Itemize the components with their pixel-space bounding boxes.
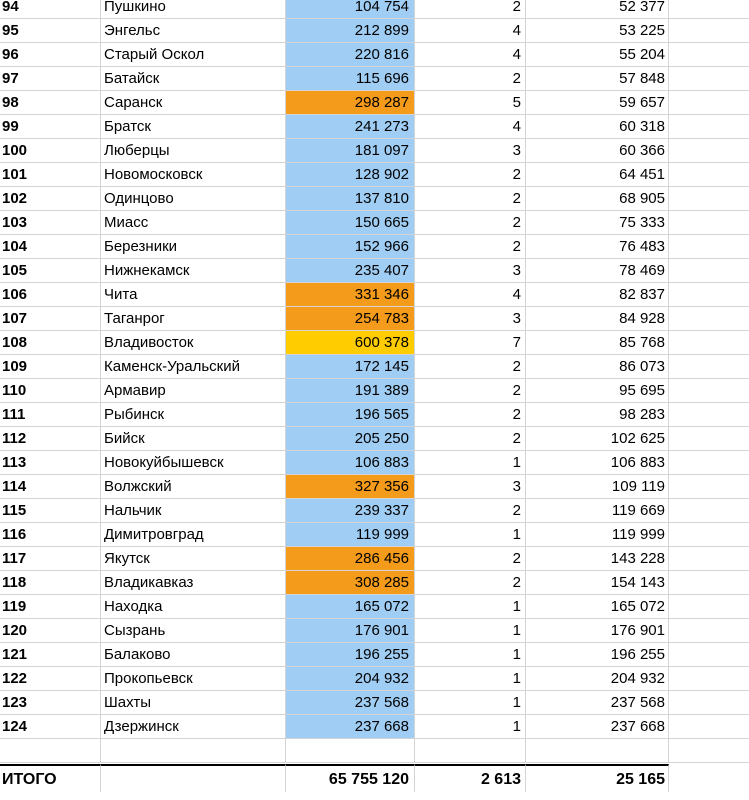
population-cell[interactable]: 191 389 (286, 379, 415, 403)
count-cell[interactable]: 2 (415, 211, 526, 235)
population-cell[interactable]: 176 901 (286, 619, 415, 643)
count-cell[interactable]: 4 (415, 19, 526, 43)
population-cell[interactable]: 119 999 (286, 523, 415, 547)
population-cell[interactable]: 239 337 (286, 499, 415, 523)
city-name-cell[interactable]: Таганрог (101, 307, 286, 331)
row-number-cell[interactable]: 114 (0, 475, 101, 499)
per-unit-cell[interactable]: 109 119 (526, 475, 669, 499)
empty-cell[interactable] (669, 427, 749, 451)
table-row (0, 163, 749, 187)
empty-cell[interactable] (0, 739, 101, 763)
empty-cell[interactable] (286, 739, 415, 763)
empty-cell[interactable] (669, 139, 749, 163)
city-name-cell[interactable]: Батайск (101, 67, 286, 91)
table-row (0, 67, 749, 91)
row-number-cell[interactable]: 122 (0, 667, 101, 691)
total-label-cell[interactable]: ИТОГО (0, 764, 101, 792)
table-row (0, 43, 749, 67)
population-cell[interactable]: 106 883 (286, 451, 415, 475)
empty-cell[interactable] (669, 499, 749, 523)
city-name-cell[interactable]: Шахты (101, 691, 286, 715)
per-unit-cell[interactable]: 237 668 (526, 715, 669, 739)
empty-cell[interactable] (669, 523, 749, 547)
population-cell[interactable]: 235 407 (286, 259, 415, 283)
table-row (0, 643, 749, 667)
row-number-cell[interactable]: 99 (0, 115, 101, 139)
empty-cell[interactable] (101, 764, 286, 792)
table-row (0, 715, 749, 739)
row-number-cell[interactable]: 105 (0, 259, 101, 283)
population-cell[interactable]: 600 378 (286, 331, 415, 355)
empty-cell[interactable] (669, 187, 749, 211)
table-row (0, 595, 749, 619)
count-cell[interactable]: 1 (415, 667, 526, 691)
city-name-cell[interactable]: Находка (101, 595, 286, 619)
count-cell[interactable]: 2 (415, 355, 526, 379)
city-name-cell[interactable]: Пушкино (101, 0, 286, 19)
city-name-cell[interactable]: Старый Оскол (101, 43, 286, 67)
row-number-cell[interactable]: 124 (0, 715, 101, 739)
count-cell[interactable]: 2 (415, 499, 526, 523)
city-name-cell[interactable]: Бийск (101, 427, 286, 451)
empty-cell[interactable] (669, 307, 749, 331)
row-number-cell[interactable]: 116 (0, 523, 101, 547)
empty-cell[interactable] (669, 451, 749, 475)
table-row (0, 451, 749, 475)
city-name-cell[interactable]: Димитровград (101, 523, 286, 547)
per-unit-cell[interactable]: 76 483 (526, 235, 669, 259)
empty-cell[interactable] (669, 259, 749, 283)
city-name-cell[interactable]: Владикавказ (101, 571, 286, 595)
per-unit-cell[interactable]: 78 469 (526, 259, 669, 283)
row-number-cell[interactable]: 115 (0, 499, 101, 523)
per-unit-cell[interactable]: 53 225 (526, 19, 669, 43)
city-name-cell[interactable]: Миасс (101, 211, 286, 235)
count-cell[interactable]: 1 (415, 595, 526, 619)
per-unit-cell[interactable]: 64 451 (526, 163, 669, 187)
total-per-unit-cell[interactable]: 25 165 (526, 764, 669, 792)
count-cell[interactable]: 3 (415, 139, 526, 163)
table-row (0, 427, 749, 451)
row-number-cell[interactable]: 97 (0, 67, 101, 91)
empty-cell[interactable] (669, 643, 749, 667)
city-name-cell[interactable]: Братск (101, 115, 286, 139)
count-cell[interactable]: 2 (415, 379, 526, 403)
population-cell[interactable]: 165 072 (286, 595, 415, 619)
total-row (0, 764, 749, 792)
total-population-cell[interactable]: 65 755 120 (286, 764, 415, 792)
per-unit-cell[interactable]: 60 366 (526, 139, 669, 163)
empty-cell[interactable] (669, 355, 749, 379)
population-cell[interactable]: 205 250 (286, 427, 415, 451)
count-cell[interactable]: 2 (415, 163, 526, 187)
empty-cell[interactable] (526, 739, 669, 763)
population-cell[interactable]: 237 668 (286, 715, 415, 739)
city-name-cell[interactable]: Каменск-Уральский (101, 355, 286, 379)
table-row (0, 475, 749, 499)
table-row (0, 211, 749, 235)
per-unit-cell[interactable]: 119 669 (526, 499, 669, 523)
per-unit-cell[interactable]: 143 228 (526, 547, 669, 571)
count-cell[interactable]: 1 (415, 523, 526, 547)
empty-cell[interactable] (415, 739, 526, 763)
population-cell[interactable]: 212 899 (286, 19, 415, 43)
row-number-cell[interactable]: 94 (0, 0, 101, 19)
population-cell[interactable]: 286 456 (286, 547, 415, 571)
row-number-cell[interactable]: 100 (0, 139, 101, 163)
count-cell[interactable]: 3 (415, 307, 526, 331)
per-unit-cell[interactable]: 119 999 (526, 523, 669, 547)
population-cell[interactable]: 196 565 (286, 403, 415, 427)
row-number-cell[interactable]: 109 (0, 355, 101, 379)
city-name-cell[interactable]: Одинцово (101, 187, 286, 211)
row-number-cell[interactable]: 119 (0, 595, 101, 619)
count-cell[interactable]: 2 (415, 403, 526, 427)
population-cell[interactable]: 308 285 (286, 571, 415, 595)
per-unit-cell[interactable]: 59 657 (526, 91, 669, 115)
row-number-cell[interactable]: 111 (0, 403, 101, 427)
table-row (0, 619, 749, 643)
per-unit-cell[interactable]: 95 695 (526, 379, 669, 403)
row-number-cell[interactable]: 95 (0, 19, 101, 43)
table-row (0, 307, 749, 331)
empty-cell[interactable] (669, 691, 749, 715)
table-row (0, 547, 749, 571)
row-number-cell[interactable]: 108 (0, 331, 101, 355)
row-number-cell[interactable]: 110 (0, 379, 101, 403)
population-cell[interactable]: 181 097 (286, 139, 415, 163)
row-number-cell[interactable]: 113 (0, 451, 101, 475)
total-count-cell[interactable]: 2 613 (415, 764, 526, 792)
empty-cell[interactable] (669, 547, 749, 571)
city-name-cell[interactable]: Березники (101, 235, 286, 259)
per-unit-cell[interactable]: 57 848 (526, 67, 669, 91)
table-row (0, 139, 749, 163)
per-unit-cell[interactable]: 196 255 (526, 643, 669, 667)
empty-cell[interactable] (669, 43, 749, 67)
city-name-cell[interactable]: Энгельс (101, 19, 286, 43)
count-cell[interactable]: 2 (415, 187, 526, 211)
table-row (0, 19, 749, 43)
city-name-cell[interactable]: Волжский (101, 475, 286, 499)
row-number-cell[interactable]: 117 (0, 547, 101, 571)
table-row (0, 235, 749, 259)
row-number-cell[interactable]: 106 (0, 283, 101, 307)
per-unit-cell[interactable]: 204 932 (526, 667, 669, 691)
blank-row (0, 739, 749, 763)
empty-cell[interactable] (669, 595, 749, 619)
per-unit-cell[interactable]: 165 072 (526, 595, 669, 619)
population-cell[interactable]: 152 966 (286, 235, 415, 259)
table-row (0, 283, 749, 307)
city-name-cell[interactable]: Армавир (101, 379, 286, 403)
empty-cell[interactable] (669, 764, 749, 792)
city-name-cell[interactable]: Нальчик (101, 499, 286, 523)
per-unit-cell[interactable]: 154 143 (526, 571, 669, 595)
empty-cell[interactable] (669, 0, 749, 19)
count-cell[interactable]: 2 (415, 547, 526, 571)
population-cell[interactable]: 237 568 (286, 691, 415, 715)
population-cell[interactable]: 150 665 (286, 211, 415, 235)
population-cell[interactable]: 128 902 (286, 163, 415, 187)
row-number-cell[interactable]: 103 (0, 211, 101, 235)
population-cell[interactable]: 104 754 (286, 0, 415, 19)
count-cell[interactable]: 2 (415, 571, 526, 595)
empty-cell[interactable] (669, 331, 749, 355)
city-name-cell[interactable]: Нижнекамск (101, 259, 286, 283)
count-cell[interactable]: 4 (415, 43, 526, 67)
empty-cell[interactable] (669, 379, 749, 403)
per-unit-cell[interactable]: 237 568 (526, 691, 669, 715)
per-unit-cell[interactable]: 106 883 (526, 451, 669, 475)
table-row (0, 355, 749, 379)
population-cell[interactable]: 172 145 (286, 355, 415, 379)
count-cell[interactable]: 2 (415, 235, 526, 259)
city-name-cell[interactable]: Новомосковск (101, 163, 286, 187)
city-name-cell[interactable]: Чита (101, 283, 286, 307)
empty-cell[interactable] (669, 211, 749, 235)
table-row (0, 187, 749, 211)
count-cell[interactable]: 1 (415, 643, 526, 667)
city-name-cell[interactable]: Новокуйбышевск (101, 451, 286, 475)
population-cell[interactable]: 327 356 (286, 475, 415, 499)
per-unit-cell[interactable]: 176 901 (526, 619, 669, 643)
row-number-cell[interactable]: 118 (0, 571, 101, 595)
per-unit-cell[interactable]: 98 283 (526, 403, 669, 427)
row-number-cell[interactable]: 123 (0, 691, 101, 715)
table-row (0, 379, 749, 403)
city-name-cell[interactable]: Дзержинск (101, 715, 286, 739)
table-row (0, 115, 749, 139)
population-cell[interactable]: 137 810 (286, 187, 415, 211)
empty-cell[interactable] (669, 667, 749, 691)
per-unit-cell[interactable]: 84 928 (526, 307, 669, 331)
population-cell[interactable]: 115 696 (286, 67, 415, 91)
table-row (0, 331, 749, 355)
per-unit-cell[interactable]: 75 333 (526, 211, 669, 235)
table-row (0, 499, 749, 523)
table-row (0, 91, 749, 115)
city-name-cell[interactable]: Прокопьевск (101, 667, 286, 691)
row-number-cell[interactable]: 121 (0, 643, 101, 667)
empty-cell[interactable] (101, 739, 286, 763)
per-unit-cell[interactable]: 82 837 (526, 283, 669, 307)
empty-cell[interactable] (669, 235, 749, 259)
table-row (0, 523, 749, 547)
population-cell[interactable]: 298 287 (286, 91, 415, 115)
row-number-cell[interactable]: 120 (0, 619, 101, 643)
per-unit-cell[interactable]: 60 318 (526, 115, 669, 139)
count-cell[interactable]: 2 (415, 427, 526, 451)
row-number-cell[interactable]: 101 (0, 163, 101, 187)
population-cell[interactable]: 196 255 (286, 643, 415, 667)
empty-cell[interactable] (669, 715, 749, 739)
row-number-cell[interactable]: 104 (0, 235, 101, 259)
per-unit-cell[interactable]: 86 073 (526, 355, 669, 379)
empty-cell[interactable] (669, 571, 749, 595)
city-name-cell[interactable]: Владивосток (101, 331, 286, 355)
population-cell[interactable]: 220 816 (286, 43, 415, 67)
count-cell[interactable]: 3 (415, 259, 526, 283)
empty-cell[interactable] (669, 19, 749, 43)
empty-cell[interactable] (669, 475, 749, 499)
empty-cell[interactable] (669, 67, 749, 91)
count-cell[interactable]: 7 (415, 331, 526, 355)
table-row (0, 667, 749, 691)
empty-cell[interactable] (669, 403, 749, 427)
row-number-cell[interactable]: 96 (0, 43, 101, 67)
row-number-cell[interactable]: 98 (0, 91, 101, 115)
city-name-cell[interactable]: Якутск (101, 547, 286, 571)
row-number-cell[interactable]: 107 (0, 307, 101, 331)
empty-cell[interactable] (669, 91, 749, 115)
empty-cell[interactable] (669, 115, 749, 139)
city-name-cell[interactable]: Саранск (101, 91, 286, 115)
empty-cell[interactable] (669, 619, 749, 643)
count-cell[interactable]: 2 (415, 0, 526, 19)
empty-cell[interactable] (669, 283, 749, 307)
empty-cell[interactable] (669, 739, 749, 763)
city-name-cell[interactable]: Люберцы (101, 139, 286, 163)
table-row (0, 571, 749, 595)
count-cell[interactable]: 2 (415, 67, 526, 91)
row-number-cell[interactable]: 112 (0, 427, 101, 451)
population-cell[interactable]: 254 783 (286, 307, 415, 331)
city-name-cell[interactable]: Рыбинск (101, 403, 286, 427)
table-row (0, 0, 749, 19)
row-number-cell[interactable]: 102 (0, 187, 101, 211)
count-cell[interactable]: 1 (415, 451, 526, 475)
count-cell[interactable]: 5 (415, 91, 526, 115)
count-cell[interactable]: 4 (415, 283, 526, 307)
count-cell[interactable]: 4 (415, 115, 526, 139)
city-name-cell[interactable]: Балаково (101, 643, 286, 667)
table-row (0, 259, 749, 283)
per-unit-cell[interactable]: 102 625 (526, 427, 669, 451)
empty-cell[interactable] (669, 163, 749, 187)
per-unit-cell[interactable]: 85 768 (526, 331, 669, 355)
population-cell[interactable]: 204 932 (286, 667, 415, 691)
table-row (0, 691, 749, 715)
count-cell[interactable]: 3 (415, 475, 526, 499)
count-cell[interactable]: 1 (415, 715, 526, 739)
count-cell[interactable]: 1 (415, 691, 526, 715)
count-cell[interactable]: 1 (415, 619, 526, 643)
population-cell[interactable]: 241 273 (286, 115, 415, 139)
per-unit-cell[interactable]: 55 204 (526, 43, 669, 67)
city-name-cell[interactable]: Сызрань (101, 619, 286, 643)
per-unit-cell[interactable]: 68 905 (526, 187, 669, 211)
population-cell[interactable]: 331 346 (286, 283, 415, 307)
per-unit-cell[interactable]: 52 377 (526, 0, 669, 19)
table-row (0, 403, 749, 427)
